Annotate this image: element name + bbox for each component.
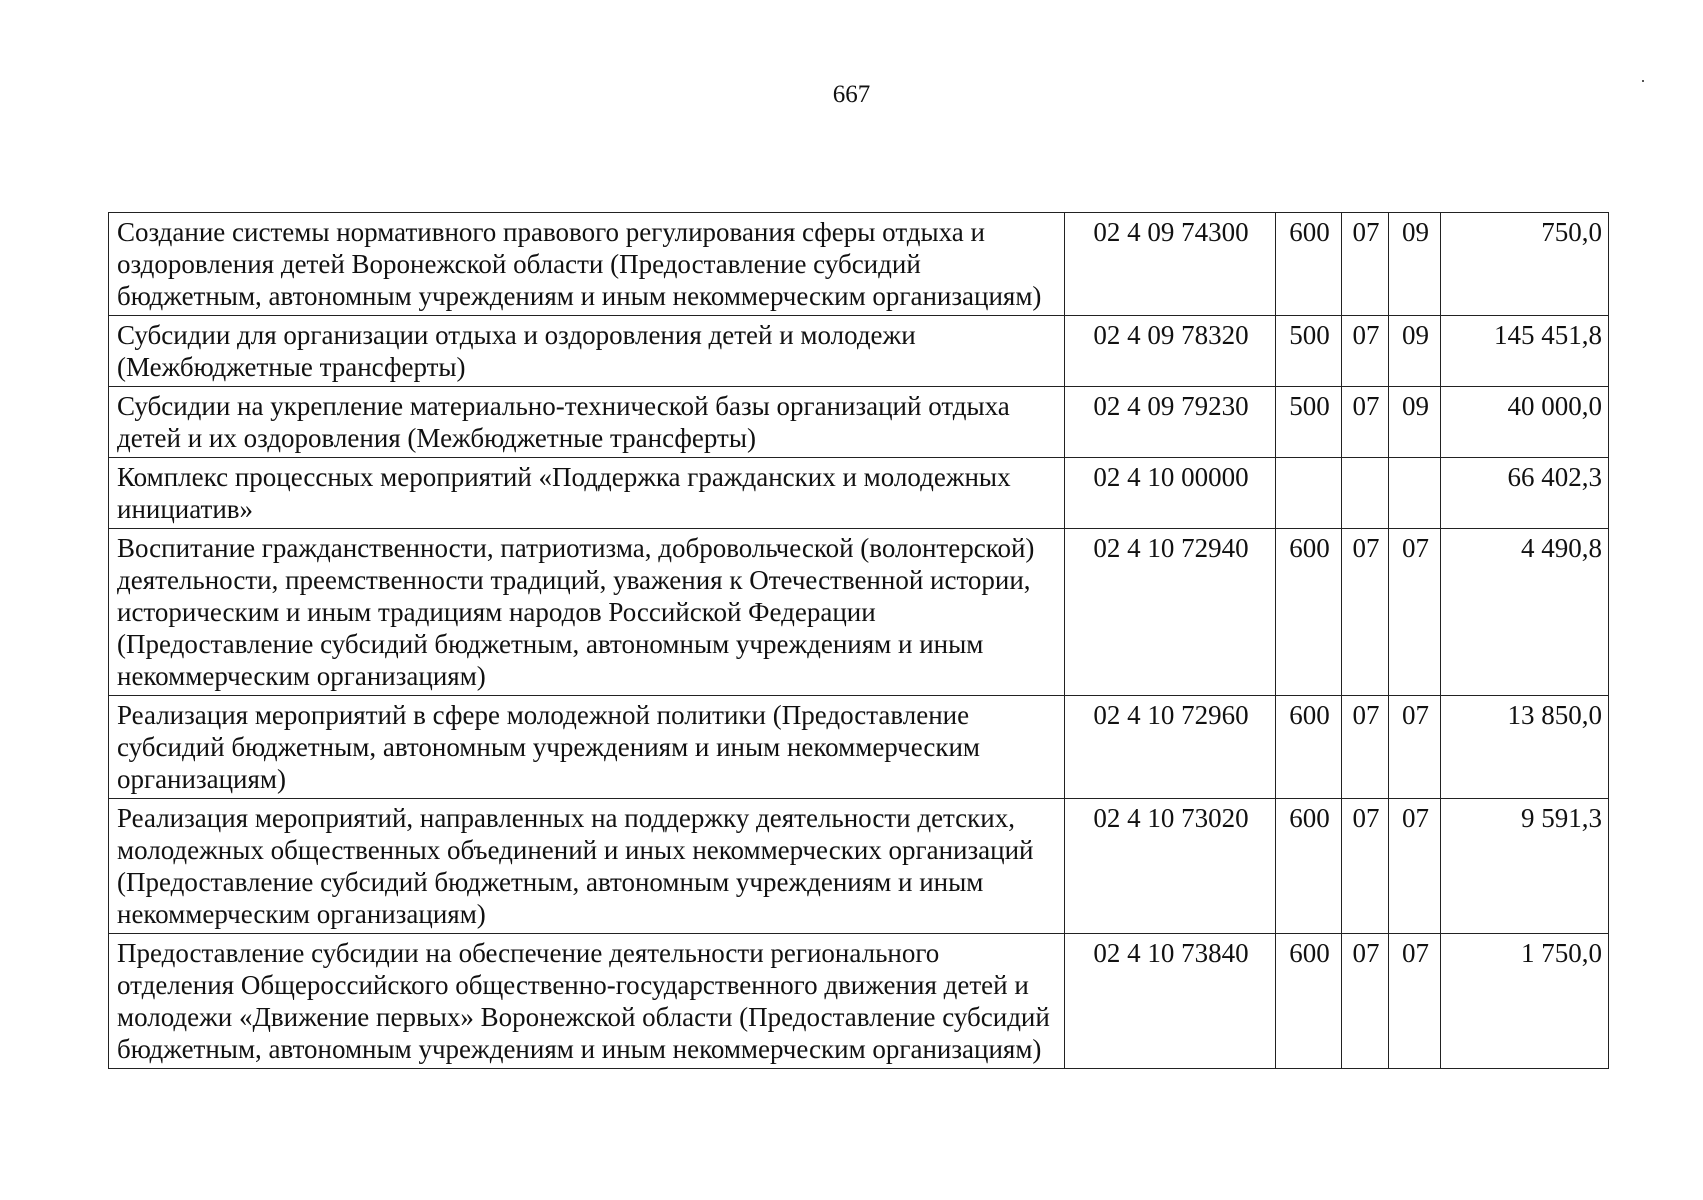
row-section: 07	[1342, 316, 1389, 387]
row-subsection: 07	[1389, 529, 1441, 696]
row-subsection	[1389, 458, 1441, 529]
row-name: Субсидии на укрепление материально-технической базы организаций отдыха детей и их оздоровления (Межбюджетные трансферты)	[109, 387, 1065, 458]
row-subsection: 07	[1389, 696, 1441, 799]
table-row	[109, 316, 1609, 387]
row-section: 07	[1342, 934, 1389, 1069]
row-type: 600	[1276, 213, 1342, 316]
row-name: Предоставление субсидии на обеспечение деятельности регионального отделения Общероссийского общественно-государственного движения детей и молодежи «Движение первых» Воронежской области (Предоставление субсидий бюджетным, автономным учреждениям и иным некоммерческим организациям)	[109, 934, 1065, 1069]
budget-table	[108, 212, 1609, 1069]
row-type: 500	[1276, 387, 1342, 458]
row-amount: 1 750,0	[1441, 934, 1609, 1069]
row-code: 02 4 10 72940	[1065, 529, 1276, 696]
row-code: 02 4 09 79230	[1065, 387, 1276, 458]
row-type	[1276, 458, 1342, 529]
row-name: Реализация мероприятий в сфере молодежной политики (Предоставление субсидий бюджетным, автономным учреждениям и иным некоммерческим организациям)	[109, 696, 1065, 799]
row-code: 02 4 10 73020	[1065, 799, 1276, 934]
row-type: 500	[1276, 316, 1342, 387]
table-row	[109, 696, 1609, 799]
row-type: 600	[1276, 529, 1342, 696]
scan-speck	[1642, 80, 1644, 82]
row-subsection: 09	[1389, 316, 1441, 387]
row-type: 600	[1276, 696, 1342, 799]
row-code: 02 4 09 78320	[1065, 316, 1276, 387]
row-amount: 750,0	[1441, 213, 1609, 316]
row-name: Реализация мероприятий, направленных на поддержку деятельности детских, молодежных общественных объединений и иных некоммерческих организаций (Предоставление субсидий бюджетным, автономным учреждениям и иным некоммерческим организациям)	[109, 799, 1065, 934]
table-row	[109, 458, 1609, 529]
row-section: 07	[1342, 387, 1389, 458]
row-type: 600	[1276, 799, 1342, 934]
row-subsection: 07	[1389, 799, 1441, 934]
page-number: 667	[832, 81, 871, 108]
row-type: 600	[1276, 934, 1342, 1069]
row-name: Создание системы нормативного правового регулирования сферы отдыха и оздоровления детей Воронежской области (Предоставление субсидий бюджетным, автономным учреждениям и иным некоммерческим организациям)	[109, 213, 1065, 316]
table-row	[109, 213, 1609, 316]
row-section: 07	[1342, 529, 1389, 696]
table-row	[109, 799, 1609, 934]
row-code: 02 4 10 00000	[1065, 458, 1276, 529]
row-section: 07	[1342, 696, 1389, 799]
row-code: 02 4 10 73840	[1065, 934, 1276, 1069]
row-name: Субсидии для организации отдыха и оздоровления детей и молодежи (Межбюджетные трансферты)	[109, 316, 1065, 387]
row-section: 07	[1342, 799, 1389, 934]
row-amount: 66 402,3	[1441, 458, 1609, 529]
row-amount: 4 490,8	[1441, 529, 1609, 696]
row-amount: 13 850,0	[1441, 696, 1609, 799]
row-name: Комплекс процессных мероприятий «Поддержка гражданских и молодежных инициатив»	[109, 458, 1065, 529]
row-code: 02 4 10 72960	[1065, 696, 1276, 799]
table-row	[109, 934, 1609, 1069]
row-subsection: 09	[1389, 387, 1441, 458]
row-name: Воспитание гражданственности, патриотизма, добровольческой (волонтерской) деятельности, преемственности традиций, уважения к Отечественной истории, историческим и иным традициям народов Российской Федерации (Предоставление субсидий бюджетным, автономным учреждениям и иным некоммерческим организациям)	[109, 529, 1065, 696]
row-amount: 9 591,3	[1441, 799, 1609, 934]
row-subsection: 09	[1389, 213, 1441, 316]
table-row	[109, 529, 1609, 696]
row-amount: 145 451,8	[1441, 316, 1609, 387]
row-code: 02 4 09 74300	[1065, 213, 1276, 316]
row-subsection: 07	[1389, 934, 1441, 1069]
table-row	[109, 387, 1609, 458]
row-section	[1342, 458, 1389, 529]
row-amount: 40 000,0	[1441, 387, 1609, 458]
row-section: 07	[1342, 213, 1389, 316]
